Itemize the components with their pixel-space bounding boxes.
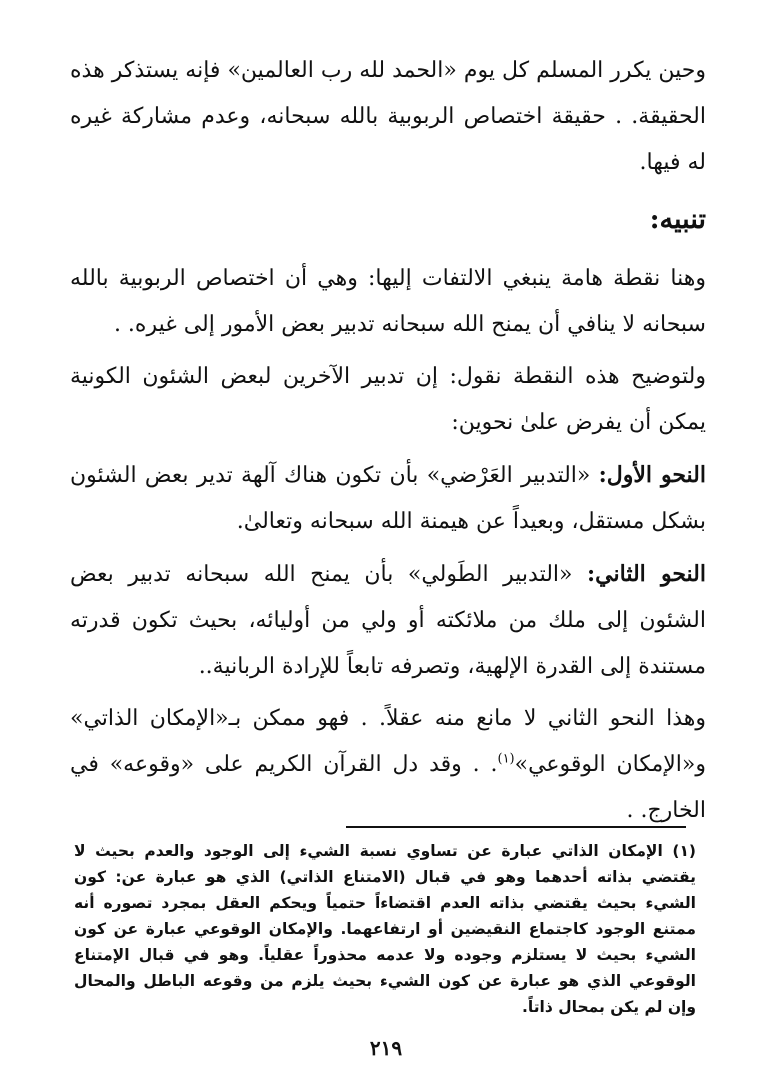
paragraph-5 [70, 551, 706, 690]
paragraph-5-text: «التدبير الطَولي» بأن يمنح الله سبحانه تدبير بعض الشئون إلى ملك من ملائكته أو ولي من أوليائه، بحيث تكون قدرته مستندة إلى القدرة الإلهية، وتصرفه تابعاً للإرادة الربانية.. [70, 562, 706, 679]
paragraph-3: ولتوضيح هذه النقطة نقول: إن تدبير الآخرين لبعض الشئون الكونية يمكن أن يفرض علىٰ نحوين: [70, 364, 706, 435]
section-heading: تنبيه: [649, 204, 706, 235]
paragraph-1: وحين يكرر المسلم كل يوم «الحمد لله رب العالمين» فإنه يستذكر هذه الحقيقة. . حقيقة اختصاص الربوبية بالله سبحانه، وعدم مشاركة غيره له فيها. [70, 58, 706, 175]
footnote-reference[interactable]: (١) [497, 751, 515, 767]
paragraph-5-label: النحو الثاني: [587, 561, 707, 587]
footnote-1: (١) الإمكان الذاتي عبارة عن تساوي نسبة الشيء إلى الوجود والعدم بحيث لا يقتضي بذاته أحدهما وهو في قبال (الامتناع الذاتي) الذي هو عبارة عن: كون الشيء بحيث يقتضي بذاته العدم اقتضاءاً حتمياً ويحكم العقل بمجرد تصوره أنه ممتنع الوجود كاجتماع النقيضين أو ارتفاعهما. والإمكان الوقوعي عبارة عن كون الشيء بحيث لا يستلزم وجوده ولا عدمه محذوراً عقلياً. وهو في قبال الإمتناع الوقوعي الذي هو عبارة عن كون الشيء بحيث يلزم من وقوعه الباطل والمحال وإن لم يكن بمحال ذاتاً. [74, 842, 696, 1016]
paragraph-4-label: النحو الأول: [598, 462, 706, 488]
main-text [70, 48, 706, 840]
paragraph-2: وهنا نقطة هامة ينبغي الالتفات إليها: وهي أن اختصاص الربوبية بالله سبحانه لا ينافي أن يمنح الله سبحانه تدبير بعض الأمور إلى غيره. . [70, 266, 706, 337]
paragraph-6-part1: وهذا النحو الثاني لا مانع منه عقلاً. . فهو ممكن بـ«الإمكان الذاتي» و«الإمكان الوقوعي» [70, 706, 707, 777]
paragraph-4-text: «التدبير العَرْضي» بأن تكون هناك آلهة تدير بعض الشئون بشكل مستقل، وبعيداً عن هيمنة الله سبحانه وتعالىٰ. [70, 463, 706, 534]
footnotes [74, 838, 696, 1020]
paragraph-6 [70, 696, 706, 834]
footnote-divider [346, 826, 686, 828]
page-number: ٢١٩ [369, 1036, 403, 1060]
paragraph-6-part2: . . وقد دل القرآن الكريم على «وقوعه» في الخارج. . [70, 752, 706, 823]
paragraph-4 [70, 452, 706, 545]
